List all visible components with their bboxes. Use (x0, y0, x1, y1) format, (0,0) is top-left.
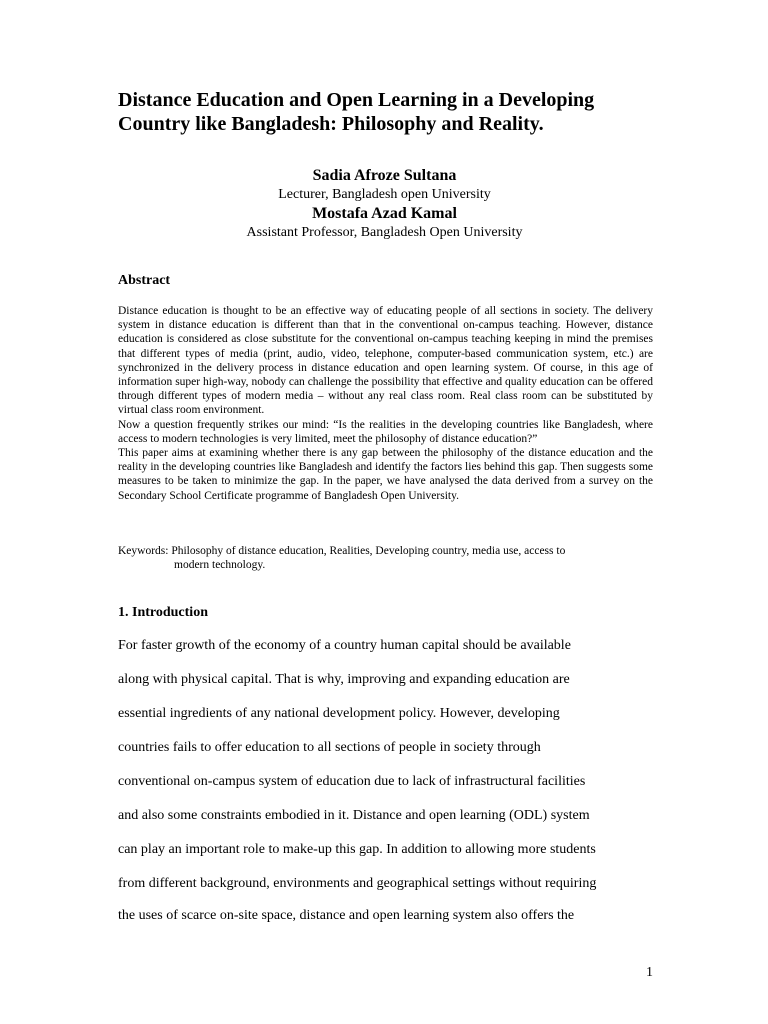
body-text-line: along with physical capital. That is why, improving and expanding education are (118, 672, 570, 687)
author-name: Sadia Afroze Sultana (312, 167, 457, 184)
keywords-list: Philosophy of distance education, Realities, Developing country, media use, access to (171, 545, 566, 557)
abstract-body (118, 304, 653, 503)
body-text-line: from different background, environments and geographical settings without requiring (118, 876, 597, 891)
body-text-line: For faster growth of the economy of a country human capital should be available (118, 638, 571, 653)
author-affiliation: Lecturer, Bangladesh open University (278, 187, 491, 202)
keywords (118, 544, 653, 572)
abstract-paragraph: Now a question frequently strikes our mind: “Is the realities in the developing countries like Bangladesh, where access to modern technologies is very limited, meet the philosophy of distance education?” (118, 418, 653, 445)
body-text-line: and also some constraints embodied in it. Distance and open learning (ODL) system (118, 808, 590, 823)
body-text-line: conventional on-campus system of education due to lack of infrastructural facilities (118, 774, 586, 789)
keywords-list-continued: modern technology. (174, 559, 266, 572)
body-text-line: the uses of scarce on-site space, distance and open learning system also offers the (118, 908, 575, 923)
body-text-line: essential ingredients of any national development policy. However, developing (118, 706, 560, 721)
abstract-paragraph: Distance education is thought to be an effective way of educating people of all sections in society. The delivery system in distance education is different than that in the conventional on-campus teaching. However, distance education is considered as close substitute for the conventional on-campus teaching keeping in mind the premises that different types of media (print, audio, video, telephone, computer-based communication system, etc.) are synchronized in the delivery process in distance education and open learning system. Of course, in this age of information super high-way, nobody can challenge the possibility that effective and quality education can be offered through different types of modern media – without any real class room. Real class room can be substituted by virtual class room environment. (118, 305, 653, 417)
body-text-line: can play an important role to make-up this gap. In addition to allowing more students (118, 842, 596, 857)
author-affiliation: Assistant Professor, Bangladesh Open University (246, 225, 523, 240)
body-text-line: countries fails to offer education to all sections of people in society through (118, 740, 541, 755)
section-heading-introduction: 1. Introduction (118, 605, 208, 620)
abstract-paragraph: This paper aims at examining whether there is any gap between the philosophy of the distance education and the reality in the developing countries like Bangladesh and identify the factors lies behind this gap. Then suggests some measures to be taken to minimize the gap. In the paper, we have analysed the data derived from a survey on the Secondary School Certificate programme of Bangladesh Open University. (118, 447, 653, 502)
author-1 (118, 166, 651, 204)
page-number: 1 (646, 965, 653, 980)
author-name: Mostafa Azad Kamal (312, 205, 457, 222)
abstract-heading: Abstract (118, 273, 171, 288)
paper-title: Distance Education and Open Learning in a Developing Country like Bangladesh: Philosophy and Reality. (118, 89, 595, 135)
keywords-label: Keywords: (118, 545, 172, 557)
author-2 (118, 204, 651, 242)
